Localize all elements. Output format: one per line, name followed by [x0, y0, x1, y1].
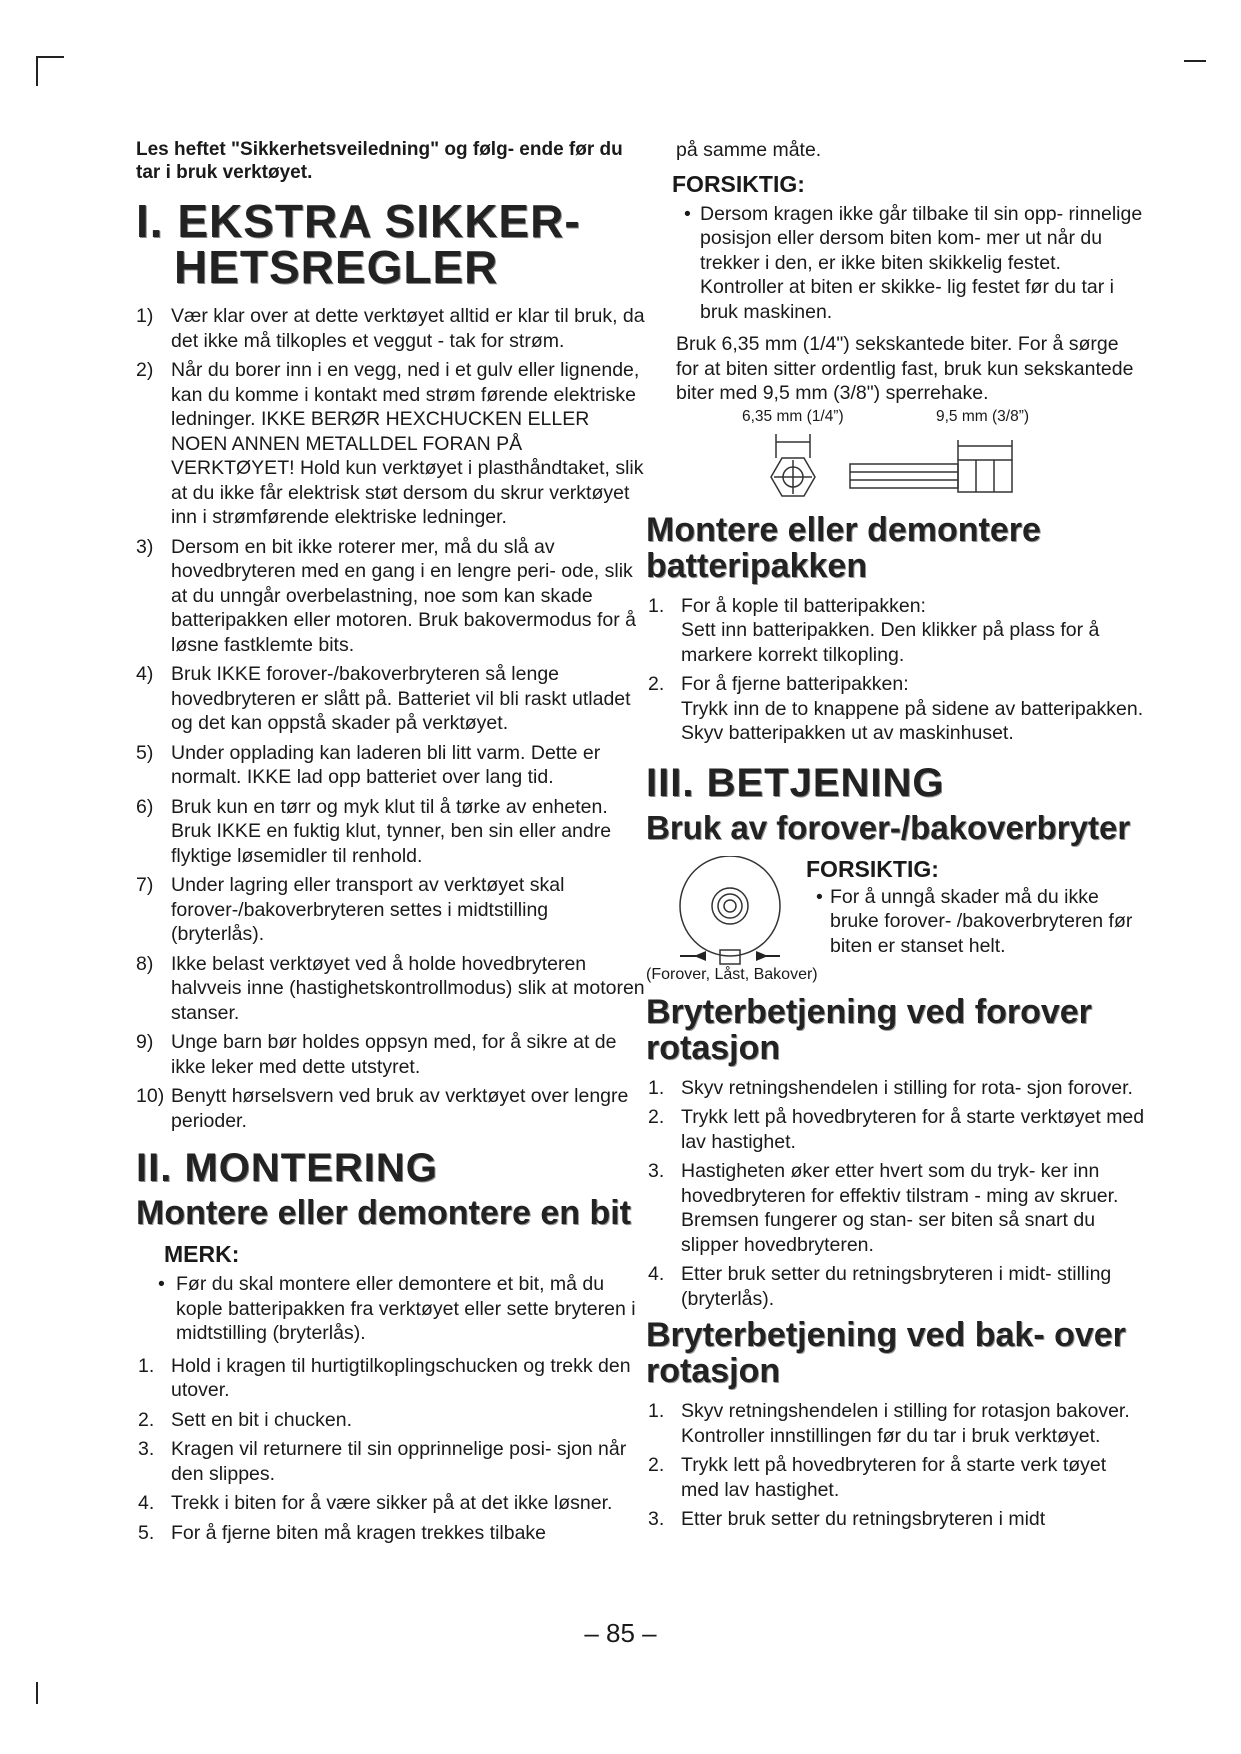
list-item: 4) Bruk IKKE forover-/bakoverbryteren så lenge hovedbryteren er slått på. Batteriet vil bli raskt utladet og det kan oppstå skader på verktøyet.	[136, 663, 631, 734]
list-item: 4. Trekk i biten for å være sikker på at det ikke løsner.	[138, 1492, 613, 1514]
list-item: 2. Trykk lett på hovedbryteren for å starte verk tøyet med lav hastighet.	[648, 1454, 1107, 1501]
section-2-heading: II. MONTERING	[136, 1146, 438, 1190]
dial-caution	[806, 856, 1136, 967]
bit-steps-list	[136, 1354, 646, 1546]
list-item: 1. Hold i kragen til hurtigtilkoplingschucken og trekk den utover.	[138, 1354, 631, 1401]
list-item: 10) Benytt hørselsvern ved bruk av verktøyet over lengre perioder.	[136, 1085, 629, 1132]
crop-mark	[36, 56, 38, 86]
list-item: 2. For å fjerne batteripakken: Trykk inn de to knappene på sidene av batteripakken. Skyv batteripakken ut av maskinhuset.	[648, 673, 1144, 744]
crop-mark	[1184, 60, 1206, 62]
bit-dimension-figure	[646, 408, 1146, 508]
list-item: 1) Vær klar over at dette verktøyet alltid er klar til bruk, da det ikke må tilkoples et veggut - tak for strøm.	[136, 305, 645, 352]
list-item: 2. Sett en bit i chucken.	[138, 1408, 353, 1431]
left-column	[136, 138, 646, 1550]
right-column	[646, 138, 1146, 1537]
list-item: 3. Kragen vil returnere til sin opprinnelige posi- sjon når den slippes.	[138, 1438, 627, 1485]
section-3-subheading: Bruk av forover-/bakoverbryter	[646, 808, 1131, 846]
dimension-label: 6,35 mm (1/4”)	[742, 407, 844, 425]
forward-heading: Bryterbetjening ved forover rotasjon	[646, 992, 1092, 1067]
section-3-heading: III. BETJENING	[646, 760, 945, 805]
list-item: 5) Under opplading kan laderen bli litt varm. Dette er normalt. IKKE lad opp batteriet over lang tid.	[136, 741, 601, 788]
direction-switch-dial-icon	[646, 856, 806, 966]
section-2-subheading: Montere eller demontere en bit	[136, 1194, 631, 1232]
list-item: 3. Hastigheten øker etter hvert som du tryk- ker inn hovedbryteren for effektiv tilstram - ming av skruer. Bremsen fungerer og stan- ser biten så snart du slipper hovedbryteren.	[648, 1160, 1119, 1256]
note-label: MERK:	[164, 1241, 240, 1267]
page-number: – 85 –	[584, 1618, 657, 1648]
list-item: 3) Dersom en bit ikke roterer mer, må du slå av hovedbryteren med en gang i en lengre peri- ode, slik at du unngår overbelastning, noe som kan skade batteripakken eller motoren. Bruk bakovermodus for å løsne fastklemte bits.	[136, 535, 636, 656]
list-item: 4. Etter bruk setter du retningsbryteren i midt- stilling (bryterlås).	[648, 1263, 1112, 1310]
intro-text: Les heftet "Sikkerhetsveiledning" og følg- ende før du tar i bruk verktøyet.	[136, 139, 623, 183]
forward-steps-list	[646, 1076, 1146, 1312]
battery-heading: Montere eller demontere batteripakken	[646, 510, 1041, 585]
caution-label: FORSIKTIG:	[672, 170, 805, 197]
battery-steps-list	[646, 594, 1146, 746]
reverse-heading: Bryterbetjening ved bak- over rotasjon	[646, 1316, 1126, 1390]
list-item: 1. Skyv retningshendelen i stilling for rotasjon bakover. Kontroller innstillingen før du tar i bruk verktøyet.	[648, 1400, 1130, 1447]
list-item: 1. Skyv retningshendelen i stilling for rota- sjon forover.	[648, 1076, 1133, 1099]
list-item: 2) Når du borer inn i en vegg, ned i et gulv eller lignende, kan du komme i kontakt med strøm førende elektriske ledninger. IKKE BERØR HEXCHUCKEN ELLER NOEN ANNEN METALLDEL FORAN PÅ VERKTØYET! Hold kun verktøyet i plasthåndtaket, slik at du ikke får elektrisk støt dersom du skrur verktøyet inn i strømførende elektriske ledninger.	[136, 359, 644, 528]
continuation-text: på samme måte.	[676, 139, 822, 161]
hex-bit-icon	[646, 428, 1146, 508]
list-item: 1. For å kople til batteripakken: Sett inn batteripakken. Den klikker på plass for å markere korrekt tilkopling.	[648, 594, 1100, 666]
list-item: 8) Ikke belast verktøyet ved å holde hovedbryteren halvveis inne (hastighetskontrollmodus) slik at motoren stanser.	[136, 952, 645, 1024]
safety-rules-list	[136, 304, 646, 1133]
caution-bullet: • Dersom kragen ikke går tilbake til sin opp- rinnelige posisjon eller dersom biten kom- mer ut når du trekker i den, er ikke biten skikkelig festet. Kontroller at biten er skikke- lig festet før du tar i bruk maskinen.	[684, 202, 1143, 323]
list-item: 2. Trykk lett på hovedbryteren for å starte verktøyet med lav hastighet.	[648, 1106, 1145, 1153]
bit-info: Bruk 6,35 mm (1/4") sekskantede biter. For å sørge for at biten sitter ordentlig fast, bruk kun sekskantede biter med 9,5 mm (3/8") sperrehake.	[676, 333, 1134, 404]
caution-bullet: • For å unngå skader må du ikke bruke forover- /bakoverbryteren før biten er stanset helt.	[816, 885, 1133, 957]
list-item: 7) Under lagring eller transport av verktøyet skal forover-/bakoverbryteren settes i midtstilling (bryterlås).	[136, 874, 565, 945]
crop-mark	[36, 1682, 38, 1704]
list-item: 6) Bruk kun en tørr og myk klut til å tørke av enheten. Bruk IKKE en fuktig klut, tynner, ben sin eller andre flyktige løsemidler til renhold.	[136, 795, 612, 867]
dimension-label: 9,5 mm (3/8”)	[936, 407, 1030, 425]
list-item: 5. For å fjerne biten må kragen trekkes tilbake	[138, 1521, 547, 1544]
list-item: 9) Unge barn bør holdes oppsyn med, for å sikre at de ikke leker med dette utstyret.	[136, 1031, 617, 1078]
list-item: 3. Etter bruk setter du retningsbryteren i midt	[648, 1508, 1046, 1530]
caution-label: FORSIKTIG:	[806, 855, 939, 882]
note-bullet: • Før du skal montere eller demontere et bit, må du kople batteripakken fra verktøyet eller sette bryteren i midtstilling (bryterlås).	[158, 1273, 636, 1344]
section-1-heading: I. EKSTRA SIKKER- HETSREGLER	[136, 195, 581, 293]
crop-mark	[36, 56, 64, 58]
reverse-steps-list	[646, 1399, 1146, 1532]
switch-dial-block	[646, 856, 1146, 984]
dial-caption: (Forover, Låst, Bakover)	[646, 965, 818, 983]
